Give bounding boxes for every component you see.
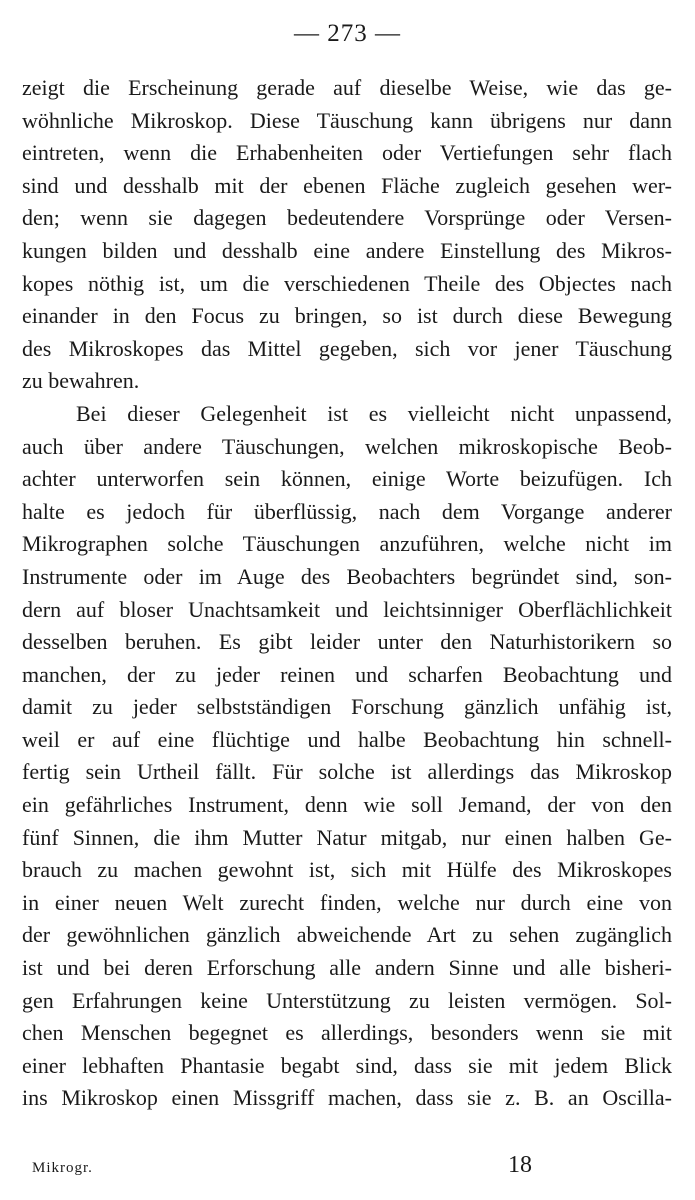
text-line: in einer neuen Welt zurecht finden, welche nur durch eine von <box>22 889 672 915</box>
text-line: Bei dieser Gelegenheit ist es vielleicht nicht unpassend, <box>76 400 672 426</box>
text-line: einander in den Focus zu bringen, so ist durch diese Bewegung <box>22 303 672 329</box>
text-line: den; wenn sie dagegen bedeutendere Vorsprünge oder Versen- <box>22 205 672 231</box>
text-line: zu bewahren. <box>22 368 140 394</box>
text-line: fertig sein Urtheil fällt. Für solche ist allerdings das Mikroskop <box>22 759 672 785</box>
text-line: sind und desshalb mit der ebenen Fläche zugleich gesehen wer- <box>22 172 672 198</box>
text-line: kopes nöthig ist, um die verschiedenen Theile des Objectes nach <box>22 270 672 296</box>
text-line: weil er auf eine flüchtige und halbe Beobachtung hin schnell- <box>22 726 672 752</box>
sheet-number: 18 <box>508 1152 532 1178</box>
text-line: wöhnliche Mikroskop. Diese Täuschung kann übrigens nur dann <box>22 107 672 133</box>
text-line: dern auf bloser Unachtsamkeit und leichtsinniger Oberflächlichkeit <box>22 596 672 622</box>
text-line: kungen bilden und desshalb eine andere Einstellung des Mikros- <box>22 237 672 263</box>
paragraph-1 <box>22 72 672 398</box>
text-line: des Mikroskopes das Mittel gegeben, sich vor jener Täuschung <box>22 335 672 361</box>
text-line: zeigt die Erscheinung gerade auf dieselbe Weise, wie das ge- <box>22 75 672 100</box>
text-line: achter unterworfen sein können, einige Worte beizufügen. Ich <box>22 466 672 492</box>
text-line: der gewöhnlichen gänzlich abweichende Art zu sehen zugänglich <box>22 922 672 948</box>
text-line: desselben beruhen. Es gibt leider unter den Naturhistorikern so <box>22 629 672 655</box>
text-line: einer lebhaften Phantasie begabt sind, dass sie mit jedem Blick <box>22 1052 672 1078</box>
text-line: manchen, der zu jeder reinen und scharfen Beobachtung und <box>22 661 672 687</box>
text-line: fünf Sinnen, die ihm Mutter Natur mitgab, nur einen halben Ge- <box>22 824 672 850</box>
text-line: chen Menschen begegnet es allerdings, besonders wenn sie mit <box>22 1020 672 1046</box>
text-line: damit zu jeder selbstständigen Forschung gänzlich unfähig ist, <box>22 694 672 720</box>
body-text <box>22 72 672 1115</box>
paragraph-2 <box>22 398 672 1115</box>
text-line: ist und bei deren Erforschung alle andern Sinne und alle bisheri- <box>22 955 672 981</box>
text-line: ein gefährliches Instrument, denn wie soll Jemand, der von den <box>22 792 672 818</box>
text-line: gen Erfahrungen keine Unterstützung zu leisten vermögen. Sol- <box>22 987 672 1013</box>
text-line: eintreten, wenn die Erhabenheiten oder Vertiefungen sehr flach <box>22 140 672 166</box>
page-footer <box>0 1148 695 1188</box>
page-number-header: — 273 — <box>294 20 401 47</box>
text-line: Instrumente oder im Auge des Beobachters begründet sind, son- <box>22 563 672 589</box>
text-line: auch über andere Täuschungen, welchen mikroskopische Beob- <box>22 433 672 459</box>
text-line: ins Mikroskop einen Missgriff machen, dass sie z. B. an Oscilla- <box>22 1085 672 1111</box>
text-line: brauch zu machen gewohnt ist, sich mit Hülfe des Mikroskopes <box>22 857 672 883</box>
signature-mark: Mikrogr. <box>32 1160 93 1176</box>
text-line: Mikrographen solche Täuschungen anzuführen, welche nicht im <box>22 531 672 557</box>
text-line: halte es jedoch für überflüssig, nach dem Vorgange anderer <box>22 498 672 524</box>
